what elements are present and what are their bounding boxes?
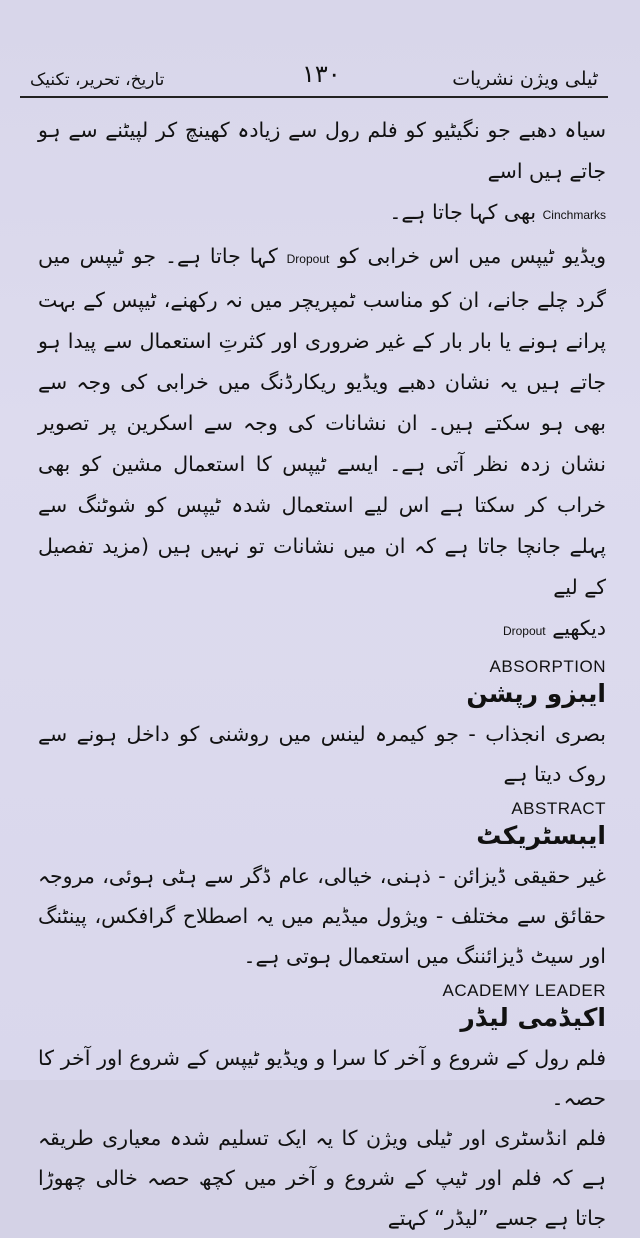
entry-urdu-academy-leader: اکیڈمی لیڈر (460, 1003, 606, 1032)
running-header (20, 56, 608, 98)
entry-urdu-abstract: ایبسٹریکٹ (476, 821, 606, 850)
entry-definition-absorption: بصری انجذاب - جو کیمرہ لینس میں روشنی کو داخل ہونے سے روک دیتا ہے (38, 722, 606, 786)
section-title: تاریخ، تحریر، تکنیک (30, 70, 165, 90)
book-title: ٹیلی ویژن نشریات (452, 68, 598, 90)
cinchmarks-term: Cinchmarks (542, 208, 606, 222)
entry-english-abstract: ABSTRACT (511, 799, 606, 818)
entry-definition-academy-leader: فلم رول کے شروع و آخر کا سرا و ویڈیو ٹیپس کے شروع اور آخر کا حصہ۔ (38, 1046, 606, 1110)
see-term: Dropout (502, 624, 546, 638)
page-number: ۱۳۰ (302, 60, 341, 88)
see-text: دیکھیے (552, 616, 606, 640)
intro-line-2-text: بھی کہا جاتا ہے۔ (389, 200, 537, 224)
see-reference (38, 608, 606, 652)
dropout-lead: ویڈیو ٹیپس میں اس خرابی کو (338, 244, 606, 268)
entry-urdu-absorption: ایبزو رپشن (466, 679, 606, 708)
intro-line-2 (38, 192, 606, 236)
dropout-body: کہا جاتا ہے۔ جو ٹیپس میں گرد چلے جانے، ان کو مناسب ٹمپریچر میں نہ رکھنے، ٹیپس کے بہت پرانے ہونے یا بار بار کے غیر ضروری اور کثرتِ استعمال سے پیدا ہو جاتے ہیں یہ نشان دھبے ویڈیو ریکارڈنگ میں خرابی کی وجہ سے بھی ہو سکتے ہیں۔ ان نشانات کی وجہ سے اسکرین پر تصویر نشان زدہ نظر آتی ہے۔ ایسے ٹیپس کا استعمال مشین کو بھی خراب کر سکتا ہے اس لیے استعمال شدہ ٹیپس کو شوٹنگ سے پہلے جانچا جاتا ہے کہ ان میں نشانات تو نہیں ہیں (مزید تفصیل کے لیے (38, 244, 606, 599)
entry-english-academy-leader: ACADEMY LEADER (442, 981, 606, 1000)
intro-line-1 (38, 110, 606, 192)
entry-english-absorption: ABSORPTION (489, 657, 606, 676)
entry-definition-abstract: غیر حقیقی ڈیزائن - ذہنی، خیالی، عام ڈگر سے ہٹی ہوئی، مروجہ حقائق سے مختلف - ویژول میڈیم میں یہ اصطلاح گرافکس، پینٹنگ اور سیٹ ڈیزائننگ میں استعمال ہوتی ہے۔ (38, 864, 606, 968)
page-body (38, 110, 606, 1238)
entry-definition-academy-leader-2: فلم انڈسٹری اور ٹیلی ویژن کا یہ ایک تسلیم شدہ معیاری طریقہ ہے کہ فلم اور ٹیپ کے شروع و آخر میں کچھ حصہ خالی چھوڑا جاتا ہے جسے ”لیڈر“ کہتے (38, 1126, 606, 1230)
dropout-term: Dropout (286, 252, 330, 266)
intro-line-1-text: سیاہ دھبے جو نگیٹیو کو فلم رول سے زیادہ کھینچ کر لپیٹنے سے ہو جاتے ہیں اسے (38, 118, 606, 183)
dropout-paragraph (38, 236, 606, 608)
